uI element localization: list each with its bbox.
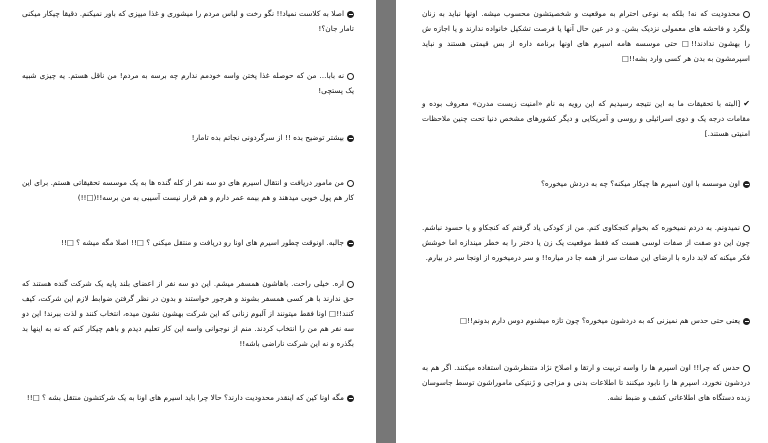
filled-bullet-icon xyxy=(347,240,354,247)
dialogue-paragraph: یعنی حتی حدس هم نمیزنی که به دردشون میخوره؟ چون تازه میشنوم دوس دارم بدونم!!□ xyxy=(422,313,750,328)
dialogue-paragraph: بیشتر توضیح بده !! از سرگردونی نجاتم بده تامار! xyxy=(22,130,354,145)
open-bullet-icon xyxy=(347,281,354,288)
filled-bullet-icon xyxy=(743,181,750,188)
open-bullet-icon xyxy=(347,180,354,187)
dialogue-paragraph: حدس که چرا!! اون اسپرم ها را واسه تربیت و ارتقا و اصلاح نژاد متنظرشون استفاده میکنند. اگر هم به دردشون نخورد، اسپرم ها را نابود میکنند تا اطلاعات بدنی و مزاجی و ژنتیکی ماموراشون توسط جاسوسان زبده دستگاه های اطلاعاتی کشف و ضبط نشه. xyxy=(422,363,750,402)
open-bullet-icon xyxy=(743,11,750,18)
dialogue-paragraph: اون موسسه با اون اسپرم ها چیکار میکنه؟ چه به دردش میخوره؟ xyxy=(422,176,750,191)
dialogue-paragraph: من مامور دریافت و انتقال اسیرم های دو سه نفر از کله گنده ها به یک موسسه تحقیقاتی هستم. برای این کار هم پول خوبی میدهند و هم بیمه عمر دارم و هم قرار نیست آسیبی به من برسه!!(□!!) xyxy=(22,178,354,202)
filled-bullet-icon xyxy=(347,11,354,18)
page-left xyxy=(0,0,376,443)
page-right xyxy=(396,0,768,443)
open-bullet-icon xyxy=(743,365,750,372)
open-bullet-icon xyxy=(743,225,750,232)
filled-bullet-icon xyxy=(347,395,354,402)
filled-bullet-icon xyxy=(347,135,354,142)
dialogue-paragraph: نمیدونم. به دردم نمیخوره که بخوام کنجکاوی کنم. من از کودکی یاد گرفتم که کنجکاو و یا حسود نباشم. چون این دو صفت از صفات لوسی هست که فقط موقعیت یک زن یا دختر را به خطر میندازه اما خوشش فکر میکنه که لابد داره با ارضای این صفات سر از همه جا در میاره!! و سر درمیخوره از اونجا سر در بیارم. xyxy=(422,223,750,262)
dialogue-paragraph: جالبه. اونوقت چطور اسیرم های اونا رو دریافت و منتقل میکنی ؟ □!! اصلا مگه میشه ؟ □!! xyxy=(22,235,354,250)
filled-bullet-icon xyxy=(743,318,750,325)
dialogue-paragraph: اصلا به کلاست نمیاد!! نگو رخت و لباس مردم را میشوری و غذا میپزی که باور نمیکنم. دقیقا چیکار میکنی تامار جان؟! xyxy=(22,9,354,33)
dialogue-paragraph: محدودیت که نه! بلکه به نوعی احترام به موقعیت و شخصیتشون محسوب میشه. اونها نباید به زنان ولگرد و فاحشه های معمولی نزدیک بشن. و در عین حال آنها یا فرصت تشکیل خانواده ندارند و یا اجازه ش را بهشون ندادند!!□ حتی موسسه هامه اسپرم های اونها برنامه داره از بس قیمتی هستند و نباید اسپرمشون به بدن هر کسی وارد بشه!!□ xyxy=(422,9,750,63)
checkmark-icon: ✔ xyxy=(743,99,750,108)
dialogue-paragraph: اره. خیلی راحت. باهاشون همسفر میشم. این دو سه نفر از اعضای بلند پایه یک شرکت گنده هستند که حق ندارند با هر کسی همسفر بشوند و هرجور خواستند و بدون در نظر گرفتن ضوابط لازم این شرکت، کیف کنند!!□ اونا فقط میتونند از آلبوم زنانی که این شرکت بهشون نشون میده، انتخاب کنند و لذت ببرند! این دو سه نفر هم من را انتخاب کردند. منم از نوجوانی واسه این کار تعلیم دیدم و باهم چیکار کنم که نه به اینها بد بگذره و نه این شرکت ناراضی باشه!! xyxy=(22,279,354,348)
dialogue-paragraph: نه بابا... من که حوصله غذا پختن واسه خودمم ندارم چه برسه به مردم! من ناقل هستم. یه چیزی شبیه یک پستچی! xyxy=(22,71,354,95)
dialogue-paragraph: ✔[البته با تحقیقات ما به این نتیجه رسیدیم که این رویه به نام «امنیت زیست مدرن» معروف بوده و مقامات درجه یک و دوی اسرائیلی و روسی و آمریکایی و دیگر کشورهای مشخص دنیا تحت چنین ملاحظات امنیتی هستند.] xyxy=(422,99,750,138)
open-bullet-icon xyxy=(347,73,354,80)
dialogue-paragraph: مگه اونا کین که اینقدر محدودیت دارند؟ حالا چرا باید اسیرم های اونا به یک شرکتشون منتقل بشه ؟ □!! xyxy=(22,390,354,405)
page-gutter xyxy=(376,0,396,443)
